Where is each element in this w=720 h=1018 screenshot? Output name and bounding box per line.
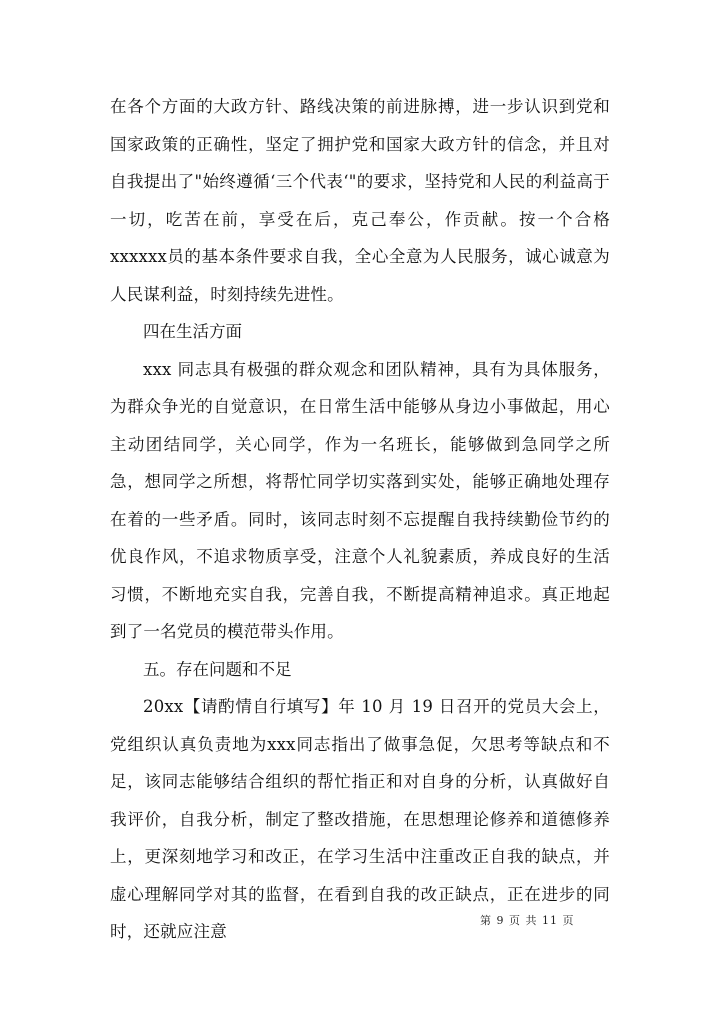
- paragraph-life-aspects: xxx 同志具有极强的群众观念和团队精神，具有为具体服务，为群众争光的自觉意识，在日常生活中能够从身边小事做起，用心主动团结同学，关心同学，作为一名班长，能够做到急同学之所急，想同学之所想，将帮忙同学切实落到实处，能够正确地处理存在着的一些矛盾。同时，该同志时刻不忘提醒自我持续勤俭节约的优良作风，不追求物质享受，注意个人礼貌素质，养成良好的生活习惯，不断地充实自我，完善自我，不断提高精神追求。真正地起到了一名党员的模范带头作用。: [110, 359, 610, 641]
- paragraph-political-awareness: 在各个方面的大政方针、路线决策的前进脉搏，进一步认识到党和国家政策的正确性，坚定了拥护党和国家大政方针的信念，并且对自我提出了"始终遵循‘三个代表‘"的要求，坚持党和人民的利益高于一切，吃苦在前，享受在后，克己奉公，作贡献。按一个合格 xxxxxx员的基本条件要求自我，全心全意为人民服务，诚心诚意为人民谋利益，时刻持续先进性。: [110, 97, 610, 304]
- document-body: [110, 88, 610, 951]
- section-heading-life: 四在生活方面: [143, 322, 242, 341]
- page-number: 第 9 页 共 11 页: [480, 914, 575, 927]
- section-heading-problems: 五。存在问题和不足: [143, 659, 292, 679]
- paragraph-problems: 20xx【请酌情自行填写】年 10 月 19 日召开的党员大会上，党组织认真负责地为xxx同志指出了做事急促，欠思考等缺点和不足，该同志能够结合组织的帮忙指正和对自身的分析，认真做好自我评价，自我分析，制定了整改措施，在思想理论修养和道德修养上，更深刻地学习和改正，在学习生活中注重改正自我的缺点，并虚心理解同学对其的监督，在看到自我的改正缺点，正在进步的同时，还就应注意: [110, 697, 610, 941]
